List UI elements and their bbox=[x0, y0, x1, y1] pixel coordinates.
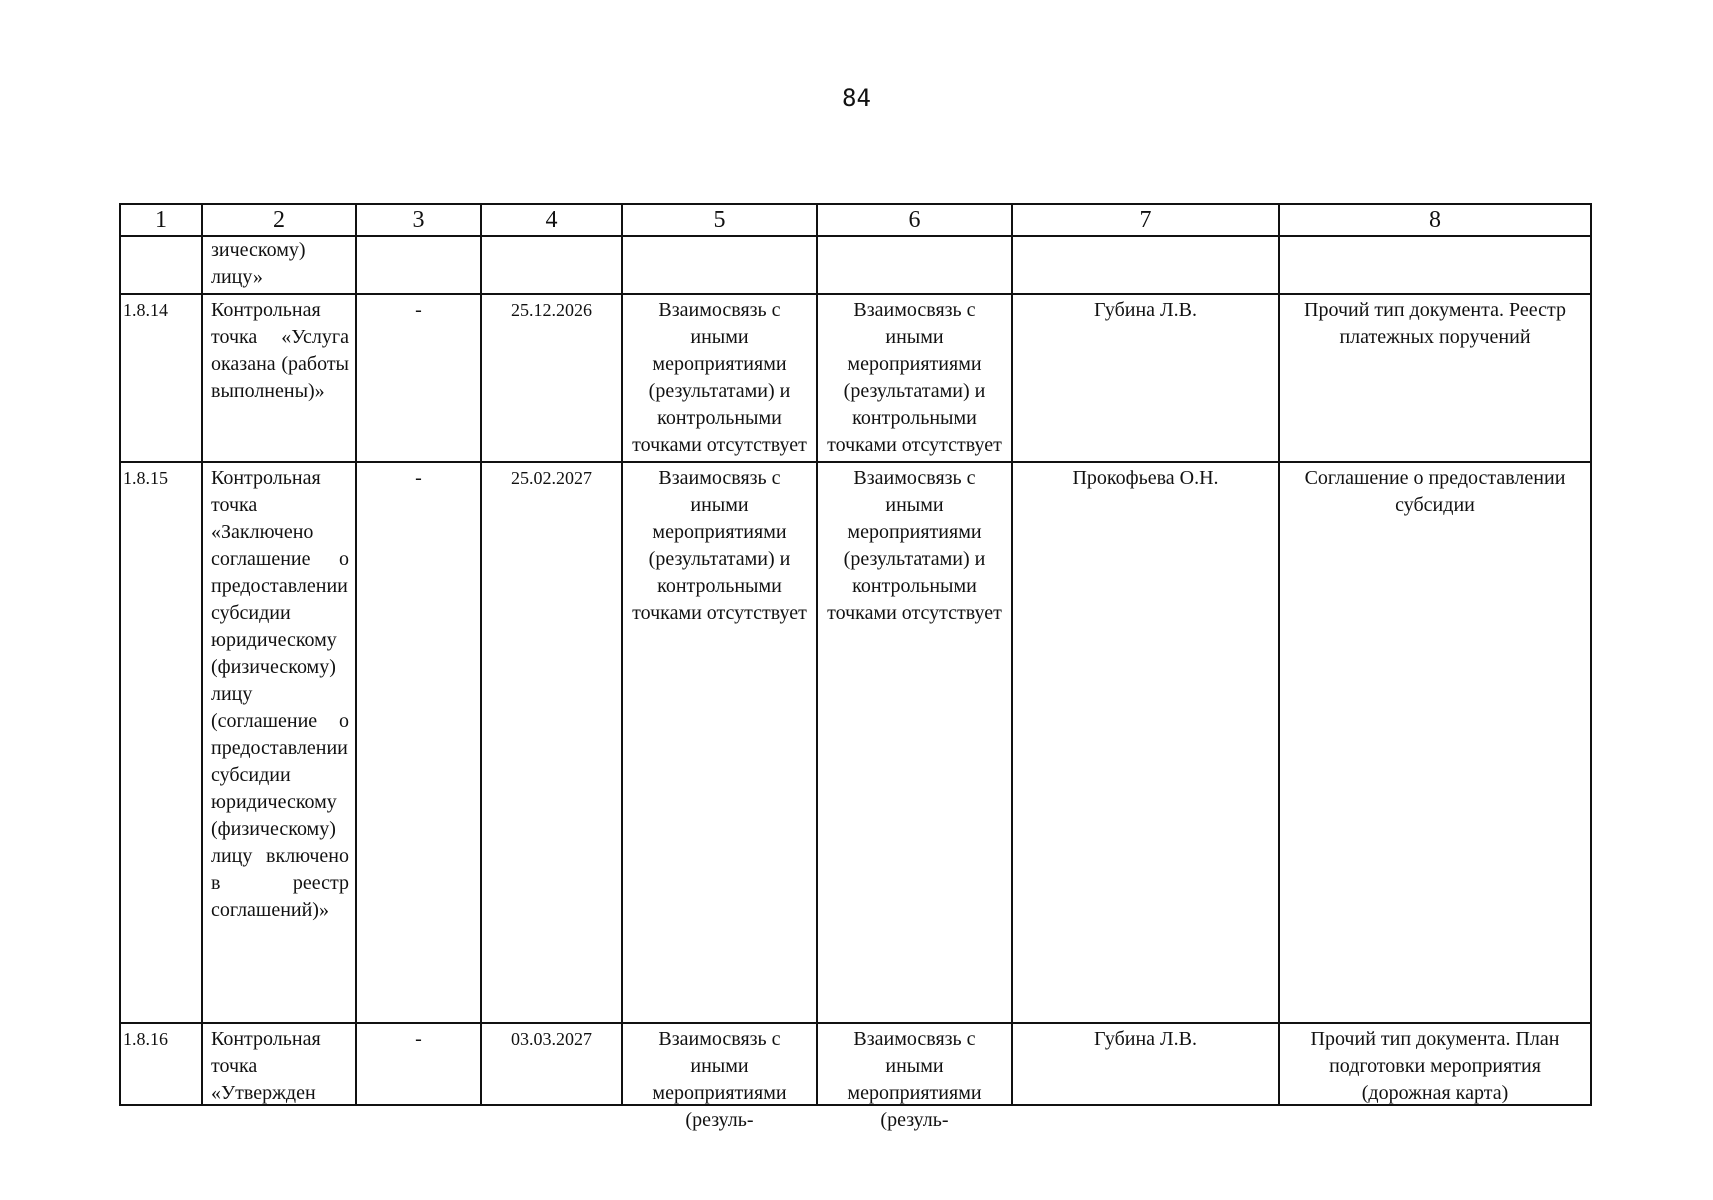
row-document: Прочий тип документа. Реестр платежных поручений bbox=[1279, 294, 1591, 462]
row-date bbox=[481, 236, 622, 294]
row-col5 bbox=[622, 236, 817, 294]
row-responsible: Губина Л.В. bbox=[1012, 294, 1279, 462]
row-name: Контрольная точка «Услуга оказана (работы выполнены)» bbox=[202, 294, 356, 462]
table-row bbox=[120, 294, 1591, 462]
table-header-row bbox=[120, 204, 1591, 236]
column-header-3: 3 bbox=[356, 204, 481, 236]
column-header-4: 4 bbox=[481, 204, 622, 236]
row-date: 03.03.2027 bbox=[481, 1023, 622, 1105]
row-col3 bbox=[356, 236, 481, 294]
column-header-5: 5 bbox=[622, 204, 817, 236]
row-document-text: Прочий тип документа. План подготовки мероприятия (дорожная карта) bbox=[1310, 1028, 1560, 1104]
table-row bbox=[120, 1023, 1591, 1105]
row-col3: - bbox=[356, 1023, 481, 1105]
row-responsible: Прокофьева О.Н. bbox=[1012, 462, 1279, 1023]
row-col5: Взаимосвязь с иными мероприятиями (результатами) и контрольными точками отсутствует bbox=[622, 462, 817, 1023]
row-col5-text: Взаимосвязь с иными мероприятиями (резуль- bbox=[652, 1028, 787, 1131]
row-name: Контрольная точка «Заключено соглашение о предоставлении субсидии юридическому (физическому) лицу (соглашение о предоставлении субсидии юридическому (физическому) лицу включено в реестр соглашений)» bbox=[202, 462, 356, 1023]
row-col6: Взаимосвязь с иными мероприятиями (результатами) и контрольными точками отсутствует bbox=[817, 462, 1012, 1023]
page-number: 84 bbox=[842, 84, 871, 112]
row-col6 bbox=[817, 1023, 1012, 1131]
column-header-6: 6 bbox=[817, 204, 1012, 236]
plan-table bbox=[119, 203, 1592, 1131]
column-header-1: 1 bbox=[120, 204, 202, 236]
row-name bbox=[202, 1023, 356, 1105]
table-row bbox=[120, 462, 1591, 1023]
row-col3: - bbox=[356, 462, 481, 1023]
row-number bbox=[120, 236, 202, 294]
row-number: 1.8.14 bbox=[120, 294, 202, 462]
row-number: 1.8.15 bbox=[120, 462, 202, 1023]
row-number: 1.8.16 bbox=[120, 1023, 202, 1105]
row-document bbox=[1279, 1023, 1591, 1105]
row-col6-text: Взаимосвязь с иными мероприятиями (резуль- bbox=[847, 1028, 982, 1131]
row-responsible: Губина Л.В. bbox=[1012, 1023, 1279, 1105]
row-col6: Взаимосвязь с иными мероприятиями (результатами) и контрольными точками отсутствует bbox=[817, 294, 1012, 462]
row-responsible bbox=[1012, 236, 1279, 294]
row-col6 bbox=[817, 236, 1012, 294]
column-header-8: 8 bbox=[1279, 204, 1591, 236]
row-col5 bbox=[622, 1023, 817, 1131]
row-document: Соглашение о предоставлении субсидии bbox=[1279, 462, 1591, 1023]
row-document bbox=[1279, 236, 1591, 294]
row-date: 25.12.2026 bbox=[481, 294, 622, 462]
row-name-text: Контрольная точка «Утвержден bbox=[211, 1028, 321, 1104]
table-row bbox=[120, 236, 1591, 294]
row-col5: Взаимосвязь с иными мероприятиями (результатами) и контрольными точками отсутствует bbox=[622, 294, 817, 462]
column-header-2: 2 bbox=[202, 204, 356, 236]
column-header-7: 7 bbox=[1012, 204, 1279, 236]
row-date: 25.02.2027 bbox=[481, 462, 622, 1023]
row-name: зическому) лицу» bbox=[202, 236, 356, 294]
row-col3: - bbox=[356, 294, 481, 462]
